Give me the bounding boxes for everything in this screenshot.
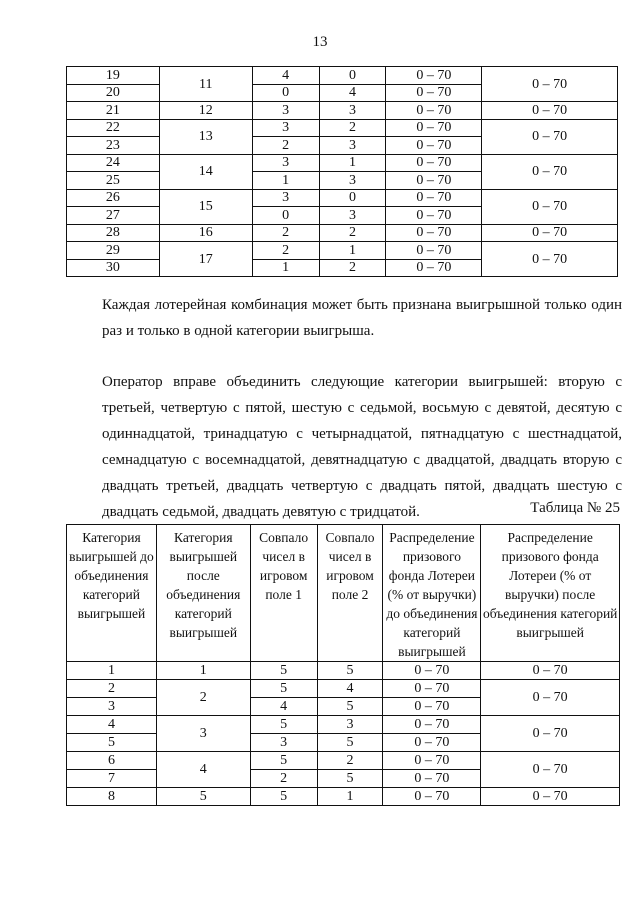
table-caption: Таблица № 25 [530, 500, 620, 516]
distribution-before: 0 – 70 [386, 154, 482, 172]
distribution-before: 0 – 70 [383, 788, 481, 806]
category-before: 4 [67, 716, 157, 734]
distribution-before: 0 – 70 [386, 242, 482, 260]
category-after: 3 [156, 716, 250, 752]
category-before: 28 [67, 224, 160, 242]
category-before: 23 [67, 137, 160, 155]
category-before: 20 [67, 84, 160, 102]
distribution-before: 0 – 70 [383, 716, 481, 734]
match-field-1: 2 [252, 137, 319, 155]
match-field-2: 2 [319, 224, 386, 242]
match-field-1: 5 [250, 752, 317, 770]
match-field-1: 5 [250, 716, 317, 734]
match-field-2: 4 [319, 84, 386, 102]
category-before: 29 [67, 242, 160, 260]
distribution-before: 0 – 70 [383, 734, 481, 752]
distribution-after: 0 – 70 [481, 662, 620, 680]
category-after: 11 [159, 67, 252, 102]
category-after: 5 [156, 788, 250, 806]
match-field-1: 3 [252, 154, 319, 172]
category-after: 14 [159, 154, 252, 189]
match-field-1: 3 [250, 734, 317, 752]
header-match-field-1: Совпало чисел в игровом поле 1 [250, 525, 317, 662]
match-field-1: 2 [250, 770, 317, 788]
match-field-1: 5 [250, 662, 317, 680]
category-after: 12 [159, 102, 252, 120]
table-row [67, 662, 620, 680]
prize-table-25 [66, 524, 620, 806]
match-field-1: 3 [252, 189, 319, 207]
table-row [67, 716, 620, 734]
category-after: 4 [156, 752, 250, 788]
category-after: 1 [156, 662, 250, 680]
table-row [67, 680, 620, 698]
match-field-2: 3 [319, 172, 386, 190]
match-field-2: 0 [319, 189, 386, 207]
distribution-after: 0 – 70 [482, 242, 618, 277]
match-field-2: 3 [319, 102, 386, 120]
distribution-after: 0 – 70 [482, 67, 618, 102]
distribution-after: 0 – 70 [481, 680, 620, 716]
match-field-2: 3 [317, 716, 383, 734]
distribution-before: 0 – 70 [386, 119, 482, 137]
category-before: 5 [67, 734, 157, 752]
match-field-1: 5 [250, 680, 317, 698]
distribution-before: 0 – 70 [383, 770, 481, 788]
match-field-1: 1 [252, 172, 319, 190]
distribution-before: 0 – 70 [383, 752, 481, 770]
category-before: 6 [67, 752, 157, 770]
match-field-2: 3 [319, 207, 386, 225]
distribution-before: 0 – 70 [386, 137, 482, 155]
table-row [67, 102, 618, 120]
match-field-1: 0 [252, 84, 319, 102]
category-before: 30 [67, 259, 160, 277]
category-before: 24 [67, 154, 160, 172]
paragraph-merge-categories: Оператор вправе объединить следующие категории выигрышей: вторую с третьей, четвертую с пятой, шестую с седьмой, восьмую с девятой, десятую с одиннадцатой, тринадцатую с четырнадцатой, пятнадцатую с шестнадцатой, семнадцатую с восемнадцатой, девятнадцатую с двадцатой, двадцать вторую с двадцать третьей, двадцать четвертую с двадцать пятой, двадцать шестую с двадцать седьмой, двадцать девятую с тридцатой. [102, 374, 622, 520]
category-before: 2 [67, 680, 157, 698]
match-field-2: 3 [319, 137, 386, 155]
distribution-after: 0 – 70 [482, 224, 618, 242]
header-category-after: Категория выигрышей после объединения категорий выигрышей [156, 525, 250, 662]
distribution-after: 0 – 70 [482, 189, 618, 224]
distribution-before: 0 – 70 [383, 662, 481, 680]
top-edge [0, 0, 640, 4]
match-field-1: 3 [252, 102, 319, 120]
distribution-before: 0 – 70 [386, 102, 482, 120]
paragraph-single-win: Каждая лотерейная комбинация может быть признана выигрышной только один раз и только в одной категории выигрыша. [102, 297, 622, 339]
match-field-2: 5 [317, 770, 383, 788]
distribution-before: 0 – 70 [383, 680, 481, 698]
match-field-2: 5 [317, 662, 383, 680]
match-field-2: 5 [317, 734, 383, 752]
table-row [67, 189, 618, 207]
category-before: 21 [67, 102, 160, 120]
distribution-after: 0 – 70 [482, 102, 618, 120]
distribution-before: 0 – 70 [386, 84, 482, 102]
category-before: 25 [67, 172, 160, 190]
match-field-2: 2 [319, 259, 386, 277]
table-header-row [67, 525, 620, 662]
match-field-2: 1 [317, 788, 383, 806]
category-before: 27 [67, 207, 160, 225]
table-row [67, 67, 618, 85]
table-row [67, 119, 618, 137]
header-distribution-before: Распределение призового фонда Лотереи (% от выручки) до объединения категорий выигрышей [383, 525, 481, 662]
match-field-2: 5 [317, 698, 383, 716]
match-field-1: 4 [250, 698, 317, 716]
match-field-1: 1 [252, 259, 319, 277]
match-field-2: 0 [319, 67, 386, 85]
category-after: 15 [159, 189, 252, 224]
category-after: 16 [159, 224, 252, 242]
table-row [67, 154, 618, 172]
match-field-2: 2 [317, 752, 383, 770]
distribution-before: 0 – 70 [386, 224, 482, 242]
category-before: 3 [67, 698, 157, 716]
category-before: 26 [67, 189, 160, 207]
distribution-before: 0 – 70 [383, 698, 481, 716]
match-field-2: 4 [317, 680, 383, 698]
match-field-2: 1 [319, 154, 386, 172]
match-field-1: 5 [250, 788, 317, 806]
table-row [67, 242, 618, 260]
category-before: 7 [67, 770, 157, 788]
distribution-after: 0 – 70 [481, 752, 620, 788]
category-after: 13 [159, 119, 252, 154]
table-row [67, 752, 620, 770]
match-field-1: 0 [252, 207, 319, 225]
header-match-field-2: Совпало чисел в игровом поле 2 [317, 525, 383, 662]
category-before: 1 [67, 662, 157, 680]
distribution-after: 0 – 70 [481, 788, 620, 806]
match-field-1: 3 [252, 119, 319, 137]
match-field-1: 2 [252, 224, 319, 242]
match-field-2: 2 [319, 119, 386, 137]
distribution-before: 0 – 70 [386, 172, 482, 190]
category-before: 19 [67, 67, 160, 85]
header-distribution-after: Распределение призового фонда Лотереи (% от выручки) после объединения категорий выигрышей [481, 525, 620, 662]
distribution-before: 0 – 70 [386, 207, 482, 225]
match-field-2: 1 [319, 242, 386, 260]
table-row [67, 224, 618, 242]
category-before: 8 [67, 788, 157, 806]
table-row [67, 788, 620, 806]
distribution-after: 0 – 70 [482, 154, 618, 189]
distribution-before: 0 – 70 [386, 189, 482, 207]
category-after: 2 [156, 680, 250, 716]
match-field-1: 4 [252, 67, 319, 85]
category-after: 17 [159, 242, 252, 277]
distribution-after: 0 – 70 [481, 716, 620, 752]
page-number: 13 [312, 34, 328, 50]
prize-table-continued [66, 66, 618, 277]
distribution-before: 0 – 70 [386, 67, 482, 85]
distribution-after: 0 – 70 [482, 119, 618, 154]
distribution-before: 0 – 70 [386, 259, 482, 277]
category-before: 22 [67, 119, 160, 137]
match-field-1: 2 [252, 242, 319, 260]
header-category-before: Категория выигрышей до объединения категорий выигрышей [67, 525, 157, 662]
